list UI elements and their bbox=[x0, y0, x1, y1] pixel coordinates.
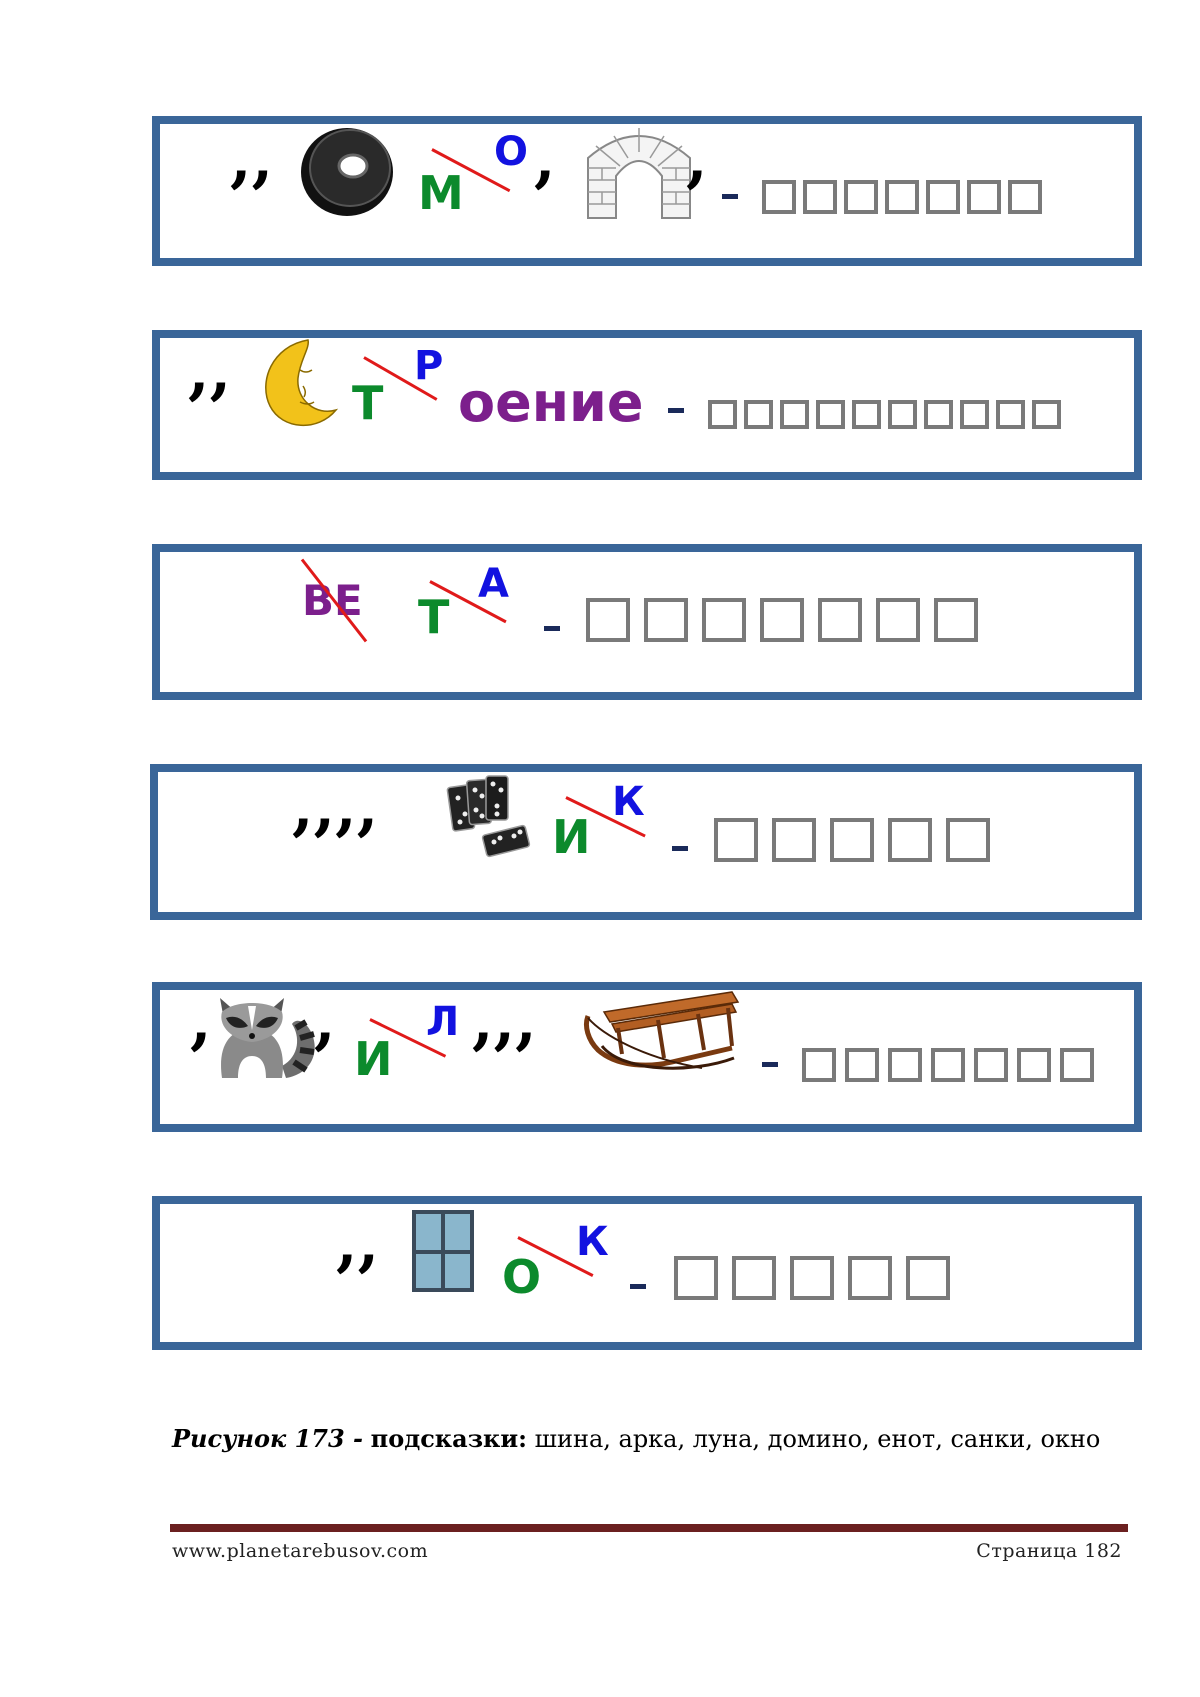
commas-left: ,, bbox=[230, 122, 274, 195]
answer-box[interactable] bbox=[888, 1048, 922, 1082]
letter-crossed: И bbox=[354, 1032, 393, 1086]
answer-box[interactable] bbox=[586, 598, 630, 642]
answer-box[interactable] bbox=[802, 1048, 836, 1082]
footer-rule bbox=[170, 1524, 1128, 1532]
window-icon bbox=[412, 1210, 474, 1292]
letter-replacement: О bbox=[494, 129, 529, 175]
answer-box[interactable] bbox=[780, 400, 809, 429]
answer-box[interactable] bbox=[888, 400, 917, 429]
comma-after-raccoon: , bbox=[314, 984, 336, 1057]
letter-replacement: Л bbox=[426, 999, 460, 1045]
answer-box[interactable] bbox=[803, 180, 837, 214]
commas-end: , bbox=[686, 122, 708, 195]
answer-box[interactable] bbox=[744, 400, 773, 429]
answer-boxes[interactable] bbox=[586, 598, 978, 642]
answer-box[interactable] bbox=[816, 400, 845, 429]
letter-crossed: И bbox=[552, 810, 591, 864]
answer-boxes[interactable] bbox=[674, 1256, 950, 1300]
crossed-word: ВЕ bbox=[302, 576, 363, 625]
answer-box[interactable] bbox=[1060, 1048, 1094, 1082]
footer-page-number: Страница 182 bbox=[976, 1540, 1122, 1562]
answer-boxes[interactable] bbox=[762, 180, 1042, 214]
answer-box[interactable] bbox=[844, 180, 878, 214]
answer-box[interactable] bbox=[946, 818, 990, 862]
arch-icon bbox=[584, 122, 694, 220]
answer-dash bbox=[722, 194, 738, 199]
letter-replacement: К bbox=[576, 1219, 609, 1265]
commas-mid: ,,, bbox=[472, 984, 537, 1057]
letter-crossed: М bbox=[418, 166, 464, 220]
commas-left: ,,,, bbox=[292, 770, 379, 843]
answer-box[interactable] bbox=[760, 598, 804, 642]
answer-box[interactable] bbox=[762, 180, 796, 214]
letter-replacement: Р bbox=[414, 343, 444, 389]
commas-right: , bbox=[534, 122, 556, 195]
comma-before: , bbox=[190, 984, 212, 1057]
answer-box[interactable] bbox=[845, 1048, 879, 1082]
sled-icon bbox=[582, 988, 742, 1080]
answer-box[interactable] bbox=[931, 1048, 965, 1082]
answer-dash bbox=[668, 408, 684, 413]
letter-crossed: О bbox=[502, 1250, 542, 1304]
answer-box[interactable] bbox=[818, 598, 862, 642]
answer-box[interactable] bbox=[772, 818, 816, 862]
answer-box[interactable] bbox=[996, 400, 1025, 429]
tire-icon bbox=[298, 122, 396, 218]
answer-box[interactable] bbox=[974, 1048, 1008, 1082]
answer-box[interactable] bbox=[830, 818, 874, 862]
commas-left: ,, bbox=[188, 334, 232, 407]
hints-text: шина, арка, луна, домино, енот, санки, окно bbox=[534, 1425, 1101, 1453]
letter-crossed: Т bbox=[418, 590, 450, 644]
answer-box[interactable] bbox=[1017, 1048, 1051, 1082]
word-tail: оение bbox=[458, 371, 644, 434]
answer-box[interactable] bbox=[1008, 180, 1042, 214]
letter-replacement: К bbox=[612, 779, 645, 825]
hints-label: подсказки: bbox=[370, 1424, 527, 1453]
answer-box[interactable] bbox=[708, 400, 737, 429]
rebus-panel-6 bbox=[152, 1196, 1142, 1350]
figure-caption bbox=[172, 1424, 1100, 1453]
answer-dash bbox=[544, 626, 560, 631]
answer-box[interactable] bbox=[934, 598, 978, 642]
answer-boxes[interactable] bbox=[708, 400, 1061, 429]
answer-box[interactable] bbox=[674, 1256, 718, 1300]
letter-crossed: Т bbox=[352, 376, 384, 430]
answer-dash bbox=[672, 846, 688, 851]
answer-box[interactable] bbox=[888, 818, 932, 862]
answer-box[interactable] bbox=[876, 598, 920, 642]
dominoes-icon bbox=[446, 774, 534, 862]
answer-box[interactable] bbox=[926, 180, 960, 214]
answer-box[interactable] bbox=[702, 598, 746, 642]
footer-url[interactable]: www.planetarebusov.com bbox=[172, 1540, 429, 1562]
commas-left: ,, bbox=[336, 1206, 380, 1279]
answer-dash bbox=[630, 1284, 646, 1289]
answer-box[interactable] bbox=[852, 400, 881, 429]
answer-box[interactable] bbox=[906, 1256, 950, 1300]
answer-box[interactable] bbox=[644, 598, 688, 642]
raccoon-icon bbox=[214, 990, 324, 1082]
answer-boxes[interactable] bbox=[714, 818, 990, 862]
answer-box[interactable] bbox=[848, 1256, 892, 1300]
answer-dash bbox=[762, 1062, 778, 1067]
answer-box[interactable] bbox=[885, 180, 919, 214]
moon-icon bbox=[256, 336, 340, 432]
answer-box[interactable] bbox=[924, 400, 953, 429]
answer-box[interactable] bbox=[732, 1256, 776, 1300]
answer-box[interactable] bbox=[790, 1256, 834, 1300]
answer-box[interactable] bbox=[714, 818, 758, 862]
answer-box[interactable] bbox=[960, 400, 989, 429]
letter-replacement: А bbox=[478, 561, 509, 607]
answer-boxes[interactable] bbox=[802, 1048, 1094, 1082]
figure-number: Рисунок 173 - bbox=[172, 1424, 363, 1453]
answer-box[interactable] bbox=[1032, 400, 1061, 429]
answer-box[interactable] bbox=[967, 180, 1001, 214]
